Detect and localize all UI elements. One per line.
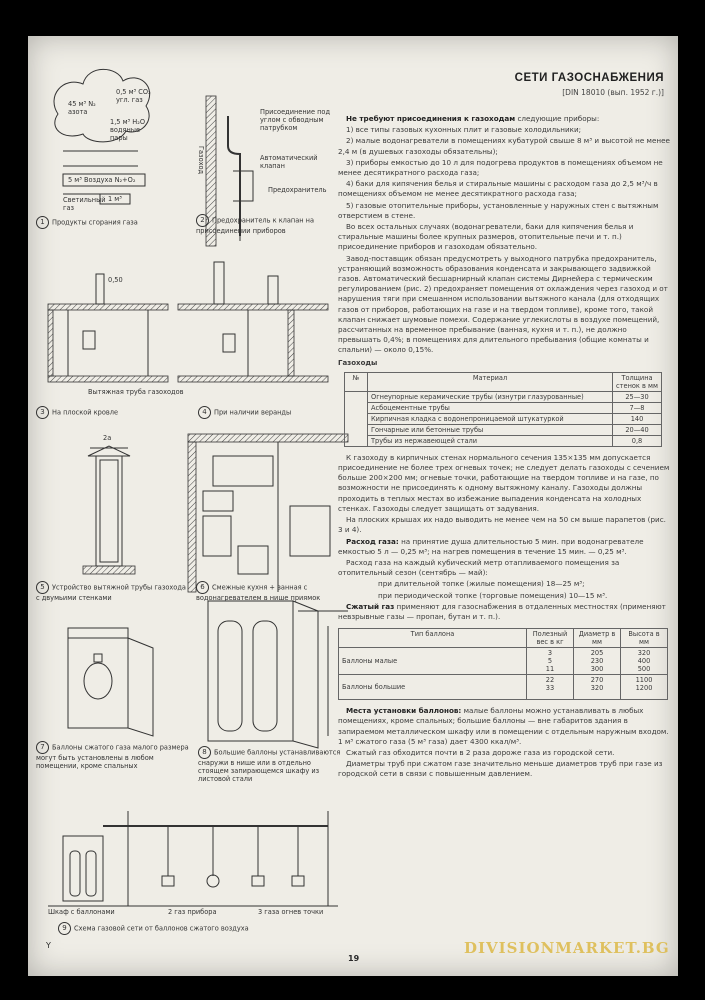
flue-materials-table <box>344 372 662 447</box>
fig7-number: 7 <box>36 741 49 754</box>
fig4-number: 4 <box>198 406 211 419</box>
fig9-caption <box>58 922 288 935</box>
fig1-caption-text: Продукты сгорания газа <box>52 218 138 227</box>
table-row <box>339 648 668 675</box>
fig1-label-air: 5 м³ Воздуха N₂+O₂ <box>68 176 136 184</box>
compressed-gas-bold: Сжатый газ <box>346 601 395 611</box>
list-item: 1) все типы газовых кухонных плит и газовые холодильники; <box>346 125 582 135</box>
fig5-number: 5 <box>36 581 49 594</box>
fig2-caption-text: Предохранитель к клапан на присоединении приборов <box>196 216 315 235</box>
paragraph <box>338 706 670 747</box>
table-cell: 3 <box>547 649 553 658</box>
table-cell: 205 <box>590 649 604 658</box>
fig2-number: 2 <box>196 214 209 227</box>
fig2-label-flue: Газоход <box>197 146 205 175</box>
table-row <box>345 402 662 413</box>
table-cell: 300 <box>590 665 604 674</box>
cylinder-table <box>338 628 668 700</box>
fig2-label-fuse: Предохранитель <box>268 186 327 194</box>
fig5-caption <box>36 581 186 602</box>
table-cell: 1200 <box>635 684 653 693</box>
fig6-caption-text: Смежные кухня + ванная с водонагревателем в нише приямок <box>196 583 321 602</box>
watermark: DIVISIONMARKET.BG <box>464 939 670 957</box>
fig1-label-volume: 1 м³ <box>108 195 122 203</box>
fig9-number: 9 <box>58 922 71 935</box>
table-cell: 320 <box>637 649 651 658</box>
table-cell: Баллоны малые <box>339 648 527 675</box>
list-item: 4) баки для кипячения белья и стиральные машины с расходом газа до 2,5 м³/ч в помещениях объемом не менее десятикратного расхода газа; <box>338 179 658 199</box>
fig9-caption-text: Схема газовой сети от баллонов сжатого воздуха <box>74 924 249 933</box>
document-page <box>28 36 678 976</box>
table-row <box>345 435 662 446</box>
table-row <box>345 424 662 435</box>
fig2-label-valve: Автоматический клапан <box>260 154 318 170</box>
fig2-label-connection: Присоединение под углом с обводным патрубком <box>260 108 331 132</box>
paragraph: Сжатый газ обходится почти в 2 раза дороже газа из городской сети. <box>346 747 615 757</box>
table-cell: 230 <box>590 657 604 666</box>
table-header-cell: Толщина стенок в мм <box>613 372 662 391</box>
fig3-caption <box>36 406 176 419</box>
fig1-number: 1 <box>36 216 49 229</box>
intro-bold: Не требуют присоединения к газоходам <box>346 114 516 123</box>
table-cell: 5 <box>547 657 553 666</box>
list-item: 2) малые водонагреватели в помещениях кубатурой свыше 8 м³ и высотой не менее 2,4 м (в душевых газоходы обязательны); <box>338 136 670 156</box>
fig7-caption <box>36 741 191 770</box>
table-cell: 140 <box>613 413 662 424</box>
fig9-label-cabinet: Шкаф с баллонами <box>48 908 115 916</box>
paragraph: Диаметры труб при сжатом газе значительно меньше диаметров труб при газе из городской сети в связи с повышенным давлением. <box>338 759 663 779</box>
fig3-caption-text: На плоской кровле <box>52 408 119 417</box>
fig6-caption <box>196 581 341 602</box>
fig1-label-gas: Светильный газ <box>63 196 106 212</box>
fig8-number: 8 <box>198 746 211 759</box>
fig5-label-dimension: 2а <box>103 434 112 442</box>
fig4-caption <box>198 406 338 419</box>
page-subtitle: [DIN 18010 (вып. 1952 г.)] <box>562 88 664 97</box>
table-cell: 500 <box>637 665 651 674</box>
fig5-caption-text: Устройство вытяжной трубы газохода с двумьими стенками <box>36 583 186 602</box>
table-cell: Трубы из нержавеющей стали <box>368 435 613 446</box>
table-header-cell: Материал <box>368 372 613 391</box>
table-header-cell: № <box>345 372 368 391</box>
paragraph: Во всех остальных случаях (водонагреватели, баки для кипячения белья и стиральные машины более крупных размеров, отопительные печи и т. п.) присоединение приборов и газоходам обязательно. <box>338 222 634 252</box>
fig8-caption-text: Большие баллоны устанавливаются снаружи в нише или в отдельно стоящем запирающемся шкафу из листовой стали <box>198 748 341 783</box>
table-cell: Кирпичная кладка с водонепроницаемой штукатуркой <box>368 413 613 424</box>
paragraph: Завод-поставщик обязан предусмотреть у выходного патрубка предохранитель, устраняющий возможность образования конденсата и закрывающего задвижкой газов. Автоматический бесшарнирный клапан системы Дирнейера с термическим регулированием (рис. 2) предохраняет помещения от охлаждения через газоход и от нарушения тяги при смешанном использовании вытяжного канала (для отходящих газов от приборов, работающих на газе и на твердом топливе), кроме того, такой клапан снижает шумовые помехи. Содержание углекислоты в воздухе помещений, рассчитанных на временное пребывание (ванная, кухня и т. п.), не должно превышать 0,4%; в помещениях для длительного пребывания (общие комнаты и спальни) — около 0,15%. <box>338 253 668 355</box>
table-cell: 7—8 <box>613 402 662 413</box>
paragraph: при периодической топке (торговые помещения) 10—15 м³. <box>378 590 608 600</box>
page-title: СЕТИ ГАЗОСНАБЖЕНИЯ <box>514 72 664 84</box>
gas-consumption-text: на принятие душа длительностью 5 мин. при водонагревателе емкостью 5 л — 0,25 м³; на нагрев помещения в течение 15 мин. — 0,25 м³. <box>338 536 644 556</box>
fig2-caption <box>196 214 336 235</box>
paragraph: К газоходу в кирпичных стенах нормального сечения 135×135 мм допускается присоединение не более трех огневых точек; не следует делать газоходы с сечением больше 200×200 мм; огневые точки, работающие на твердом топливе и на газе, по возможности не присоединять к одному вытяжному каналу. Газоходы должны проходить в теплых местах во избежание выпадения конденсата на холодных стенках. Газоходы следует защищать от задувания. <box>338 452 670 513</box>
table-header-cell: Диаметр в мм <box>574 629 621 648</box>
table-header-cell: Полезный вес в кг <box>527 629 574 648</box>
paragraph: Расход газа на каждый кубический метр отапливаемого помещения за отопительный сезон (сентябрь — май): <box>338 557 620 578</box>
fig4-caption-text: При наличии веранды <box>214 408 292 417</box>
table-cell: 33 <box>545 684 555 693</box>
paragraph: На плоских крышах их надо выводить не менее чем на 50 см выше парапетов (рис. 3 и 4). <box>338 515 666 535</box>
paragraph: при длительной топке (жилые помещения) 18—25 м³; <box>378 579 585 589</box>
table-cell: 1100 <box>635 676 653 685</box>
table-cell: Огнеупорные керамические трубы (изнутри глазурованные) <box>368 391 613 402</box>
fig3-label-pipe: Вытяжная труба газоходов <box>88 388 184 396</box>
cylinder-location-bold: Места установки баллонов: <box>346 706 462 716</box>
intro-text: следующие приборы: <box>515 114 600 123</box>
corner-mark: Y <box>46 941 51 950</box>
intro-paragraph <box>338 114 670 124</box>
table-cell: 20—40 <box>613 424 662 435</box>
table-cell: 270 <box>590 676 604 685</box>
table-row <box>339 675 668 700</box>
table-cell: 11 <box>545 665 555 674</box>
fig6-number: 6 <box>196 581 209 594</box>
figures-column <box>28 36 353 976</box>
table-cell: 22 <box>545 676 555 685</box>
table-header-cell: Тип баллона <box>339 629 527 648</box>
table-cell: Асбоцементные трубы <box>368 402 613 413</box>
table-cell: 320 <box>590 684 604 693</box>
table-cell: Гончарные или бетонные трубы <box>368 424 613 435</box>
fig7-caption-text: Баллоны сжатого газа малого размера могут быть установлены в любом помещении, кроме спальных <box>36 743 189 770</box>
fig1-label-h2o: 1,5 м³ H₂O водяные пары <box>110 118 146 142</box>
table-row <box>345 391 662 402</box>
table-header-row <box>345 372 662 391</box>
table-cell: Баллоны большие <box>339 675 527 700</box>
list-item: 3) приборы емкостью до 10 л для подогрева продуктов в помещениях объемом не менее десятикратного расхода газа; <box>338 157 663 178</box>
fig1-label-co2: 0,5 м³ CO₂ угл. газ <box>116 88 151 104</box>
fig9-label-appliances: 2 газ прибора <box>168 908 217 916</box>
table-cell: 0,8 <box>613 435 662 446</box>
fig1-label-n2: 45 м³ N₂ азота <box>68 100 96 116</box>
compressed-gas-text: применяют для газоснабжения в отдаленных местностях (применяют невзрывные газы — пропан, бутан и т. п.). <box>338 601 666 621</box>
list-item: 5) газовые отопительные приборы, установленные у наружных стен с вытяжным отверстием в стене. <box>338 200 659 220</box>
table-row <box>345 413 662 424</box>
table-cell: 400 <box>637 657 651 666</box>
text-column <box>338 114 670 781</box>
paragraph <box>338 602 670 622</box>
fig3-number: 3 <box>36 406 49 419</box>
gas-consumption-bold: Расход газа: <box>346 536 399 546</box>
fig1-caption <box>36 216 186 229</box>
table-header-cell: Высота в мм <box>621 629 668 648</box>
fig9-label-points: 3 газа огнев точки <box>258 908 324 916</box>
cylinder-location-text: малые баллоны можно устанавливать в любых помещениях, кроме спальных; большие баллоны — вне габаритов здания в запираемом металлическом шкафу или в помещении с отдельным наружным входом. 1 м³ сжатого газа (5 м³ газа) дает 4300 ккал/м³. <box>338 706 669 746</box>
table-header-row <box>339 629 668 648</box>
page-number: 19 <box>348 954 360 963</box>
fig3-label-height: 0,50 <box>108 276 123 284</box>
table-cell: 25—30 <box>613 391 662 402</box>
paragraph <box>338 537 670 557</box>
gas-table-title: Газоходы <box>338 358 378 367</box>
fig8-caption <box>198 746 343 783</box>
